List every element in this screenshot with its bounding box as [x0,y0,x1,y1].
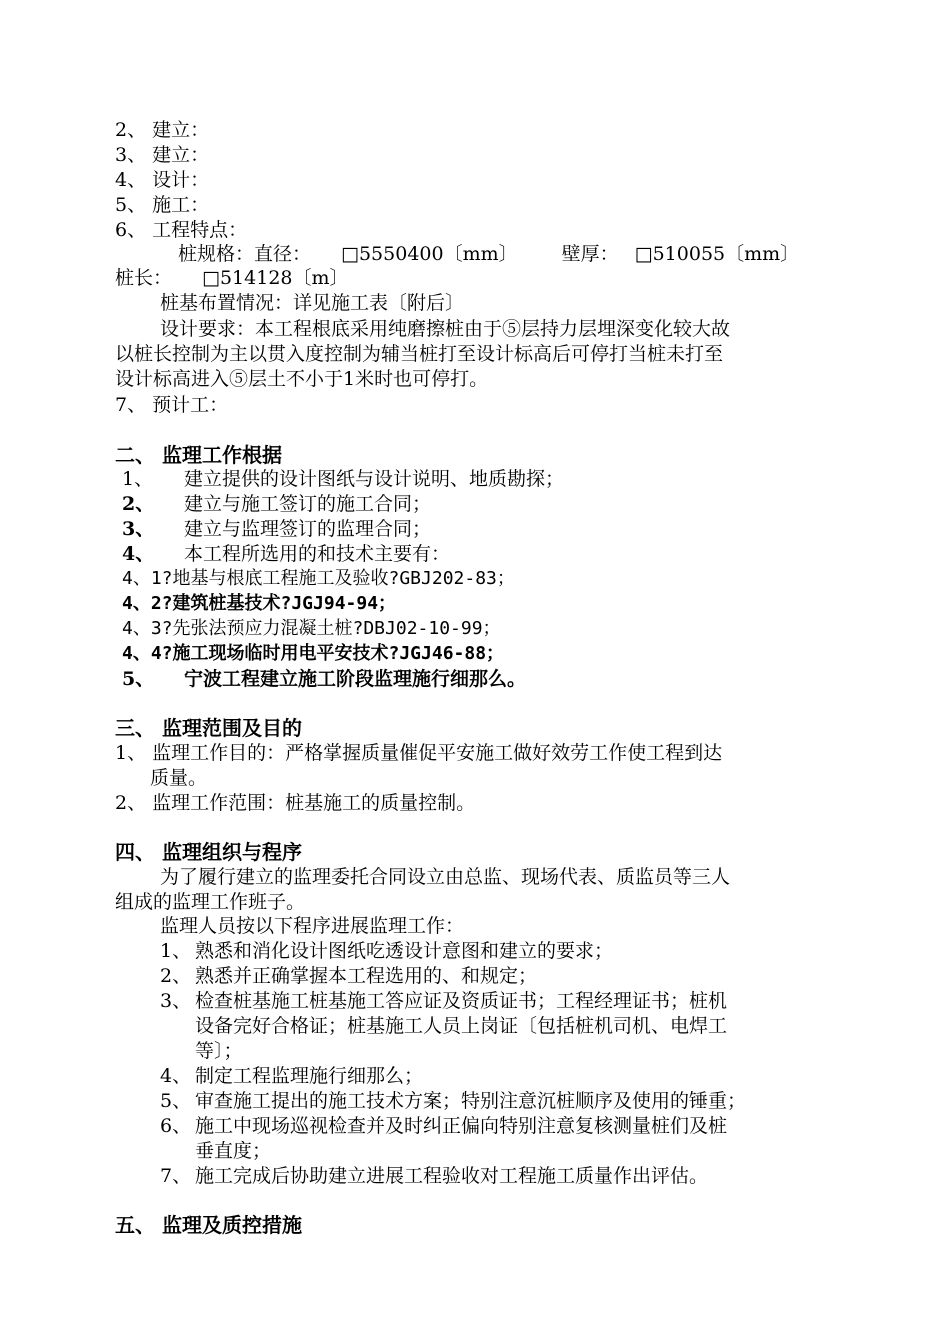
item-2-builder: 2、 建立： [115,119,210,141]
step-number: 7、 [160,1165,192,1187]
basis-item-number: 3、 [122,518,155,540]
procedure-intro: 监理人员按以下程序进展监理工作： [160,915,465,937]
pile-diameter: □5550400〔mm〕 [341,243,518,265]
step-text: 检查桩基施工桩基施工答应证及资质证书；工程经理证书；桩机 [195,990,728,1012]
step-text: 施工中现场巡视检查并及时纠正偏向特别注意复核测量桩们及桩 [195,1115,728,1137]
procedure-step-6-cont: 垂直度； [195,1140,272,1162]
basis-item-text: 本工程所选用的和技术主要有： [184,543,451,565]
item-5-construction: 5、 施工： [115,194,210,216]
step-number: 3、 [160,990,192,1012]
step-text: 熟悉和消化设计图纸吃透设计意图和建立的要求； [195,940,614,962]
basis-item-number: 1、 [122,468,154,490]
step-number: 2、 [160,965,192,987]
wall-thickness-label: 壁厚： [561,243,619,265]
scope-item-1-line-1: 1、 监理工作目的：严格掌握质量催促平安施工做好效劳工作使工程到达 [115,742,723,764]
procedure-step-3 [160,989,727,1013]
basis-item-4 [122,542,450,566]
item-4-design: 4、 设计： [115,169,210,191]
pile-length: □514128〔m〕 [202,267,349,289]
section-3-title: 三、 监理范围及目的 [115,716,302,740]
step-number: 6、 [160,1115,192,1137]
pile-spec-label: 桩规格：直径： [178,243,312,265]
basis-item-2 [122,492,431,516]
standard-4-3: 4、3?先张法预应力混凝土桩?DBJ02-10-99； [122,618,501,639]
design-requirement-line-3: 设计标高进入⑤层土不小于1米时也可停打。 [115,368,489,390]
section-2-title: 二、 监理工作根据 [115,443,282,467]
basis-item-number: 4、 [122,543,155,565]
item-3-builder: 3、 建立： [115,144,210,166]
section-4-title: 四、 监理组织与程序 [115,840,302,864]
design-requirement-line-1: 设计要求：本工程根底采用纯磨擦桩由于⑤层持力层埋深变化较大故 [160,318,731,340]
design-requirement-line-2: 以桩长控制为主以贯入度控制为辅当桩打至设计标高后可停打当桩未打至 [115,343,724,365]
basis-item-text: 宁波工程建立施工阶段监理施行细那么。 [184,668,527,690]
procedure-step-3-cont-2: 等〕； [195,1040,243,1062]
scope-item-1-line-2: 质量。 [150,767,208,789]
basis-item-number: 2、 [122,493,155,515]
pile-length-line [115,266,349,290]
step-number: 4、 [160,1065,192,1087]
basis-item-text: 建立与施工签订的施工合同； [184,493,432,515]
item-6-features: 6、 工程特点： [115,219,248,241]
step-text: 施工完成后协助建立进展工程验收对工程施工质量作出评估。 [195,1165,709,1187]
scope-item-2: 2、 监理工作范围：桩基施工的质量控制。 [115,792,476,814]
procedure-step-7 [160,1164,708,1188]
step-text: 制定工程监理施行细那么； [195,1065,424,1087]
step-text: 审查施工提出的施工技术方案；特别注意沉桩顺序及使用的锤重； [195,1090,747,1112]
basis-item-text: 建立提供的设计图纸与设计说明、地质勘探； [184,468,565,490]
section-5-title: 五、 监理及质控措施 [115,1213,302,1237]
standard-4-1: 4、1?地基与根底工程施工及验收?GBJ202-83； [122,568,515,589]
procedure-step-6 [160,1114,727,1138]
procedure-step-1 [160,939,613,963]
basis-item-1 [122,467,564,491]
organization-para-line-2: 组成的监理工作班子。 [115,891,306,913]
wall-thickness: □510055〔mm〕 [634,243,800,265]
basis-item-text: 建立与监理签订的监理合同； [184,518,432,540]
procedure-step-3-cont-1: 设备完好合格证；桩基施工人员上岗证〔包括桩机司机、电焊工 [195,1015,728,1037]
procedure-step-2 [160,964,537,988]
pile-spec-line [178,242,799,266]
step-text: 熟悉并正确掌握本工程选用的、和规定； [195,965,538,987]
step-number: 5、 [160,1090,192,1112]
pile-layout: 桩基布置情况：详见施工表〔附后〕 [160,292,465,314]
pile-length-label: 桩长： [115,267,173,289]
organization-para-line-1: 为了履行建立的监理委托合同设立由总监、现场代表、质监员等三人 [160,866,731,888]
item-7-estimate: 7、 预计工： [115,394,229,416]
standard-4-4: 4、4?施工现场临时用电平安技术?JGJ46-88； [122,643,505,664]
basis-item-3 [122,517,431,541]
standard-4-2: 4、2?建筑桩基技术?JGJ94-94； [122,593,397,614]
step-number: 1、 [160,940,192,962]
basis-item-5 [122,667,526,691]
basis-item-number: 5、 [122,668,155,690]
procedure-step-5 [160,1089,746,1113]
procedure-step-4 [160,1064,423,1088]
